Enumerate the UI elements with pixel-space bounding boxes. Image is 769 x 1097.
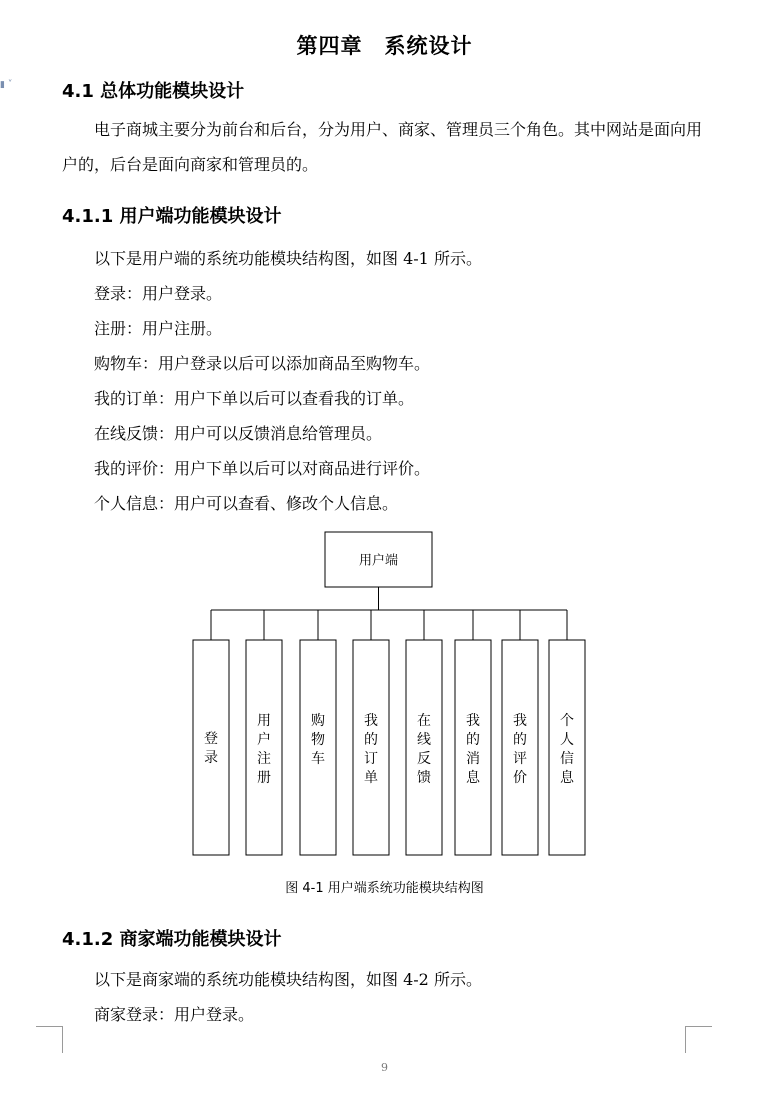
- page-corner-mark: [36, 1026, 63, 1053]
- body-line: 登录：用户登录。: [94, 284, 223, 303]
- section-heading-4-1-2: 4.1.2 商家端功能模块设计: [62, 929, 282, 950]
- diagram-module-label: 我的评价: [513, 713, 527, 786]
- diagram-module-label: 登录: [204, 731, 218, 766]
- body-line: 注册：用户注册。: [94, 319, 223, 338]
- page-number: 9: [381, 1061, 388, 1074]
- body-line: 以下是用户端的系统功能模块结构图，如图 4-1 所示。: [94, 249, 482, 268]
- intro-paragraph: 电子商城主要分为前台和后台，分为用户、商家、管理员三个角色。其中网站是面向用户的，后台是面向商家和管理员的。: [62, 120, 703, 174]
- body-line: 我的订单：用户下单以后可以查看我的订单。: [94, 389, 415, 408]
- chapter-title: 第四章 系统设计: [296, 34, 473, 58]
- diagram-module-label: 用户注册: [257, 713, 271, 786]
- body-line: 我的评价：用户下单以后可以对商品进行评价。: [94, 459, 431, 478]
- diagram-module-label: 购物车: [311, 713, 325, 767]
- diagram-module-label: 在线反馈: [417, 713, 431, 786]
- module-structure-diagram: [0, 520, 769, 870]
- margin-marker-icon: ▮ ˅: [0, 80, 13, 90]
- diagram-module-label: 个人信息: [560, 713, 574, 786]
- body-line: 在线反馈：用户可以反馈消息给管理员。: [94, 424, 383, 443]
- diagram-module-box: [193, 640, 229, 855]
- diagram-root-label: 用户端: [358, 553, 399, 569]
- figure-caption: 图 4-1 用户端系统功能模块结构图: [285, 881, 484, 896]
- section-heading-4-1: 4.1 总体功能模块设计: [62, 81, 245, 102]
- body-line: 购物车：用户登录以后可以添加商品至购物车。: [94, 354, 431, 373]
- page-corner-mark: [685, 1026, 712, 1053]
- section-heading-4-1-1: 4.1.1 用户端功能模块设计: [62, 206, 282, 227]
- diagram-module-label: 我的消息: [466, 713, 480, 786]
- diagram-module-label: 我的订单: [364, 713, 378, 786]
- body-line: 个人信息：用户可以查看、修改个人信息。: [94, 494, 399, 513]
- body-line: 商家登录：用户登录。: [94, 1005, 255, 1024]
- body-line: 以下是商家端的系统功能模块结构图，如图 4-2 所示。: [94, 970, 482, 989]
